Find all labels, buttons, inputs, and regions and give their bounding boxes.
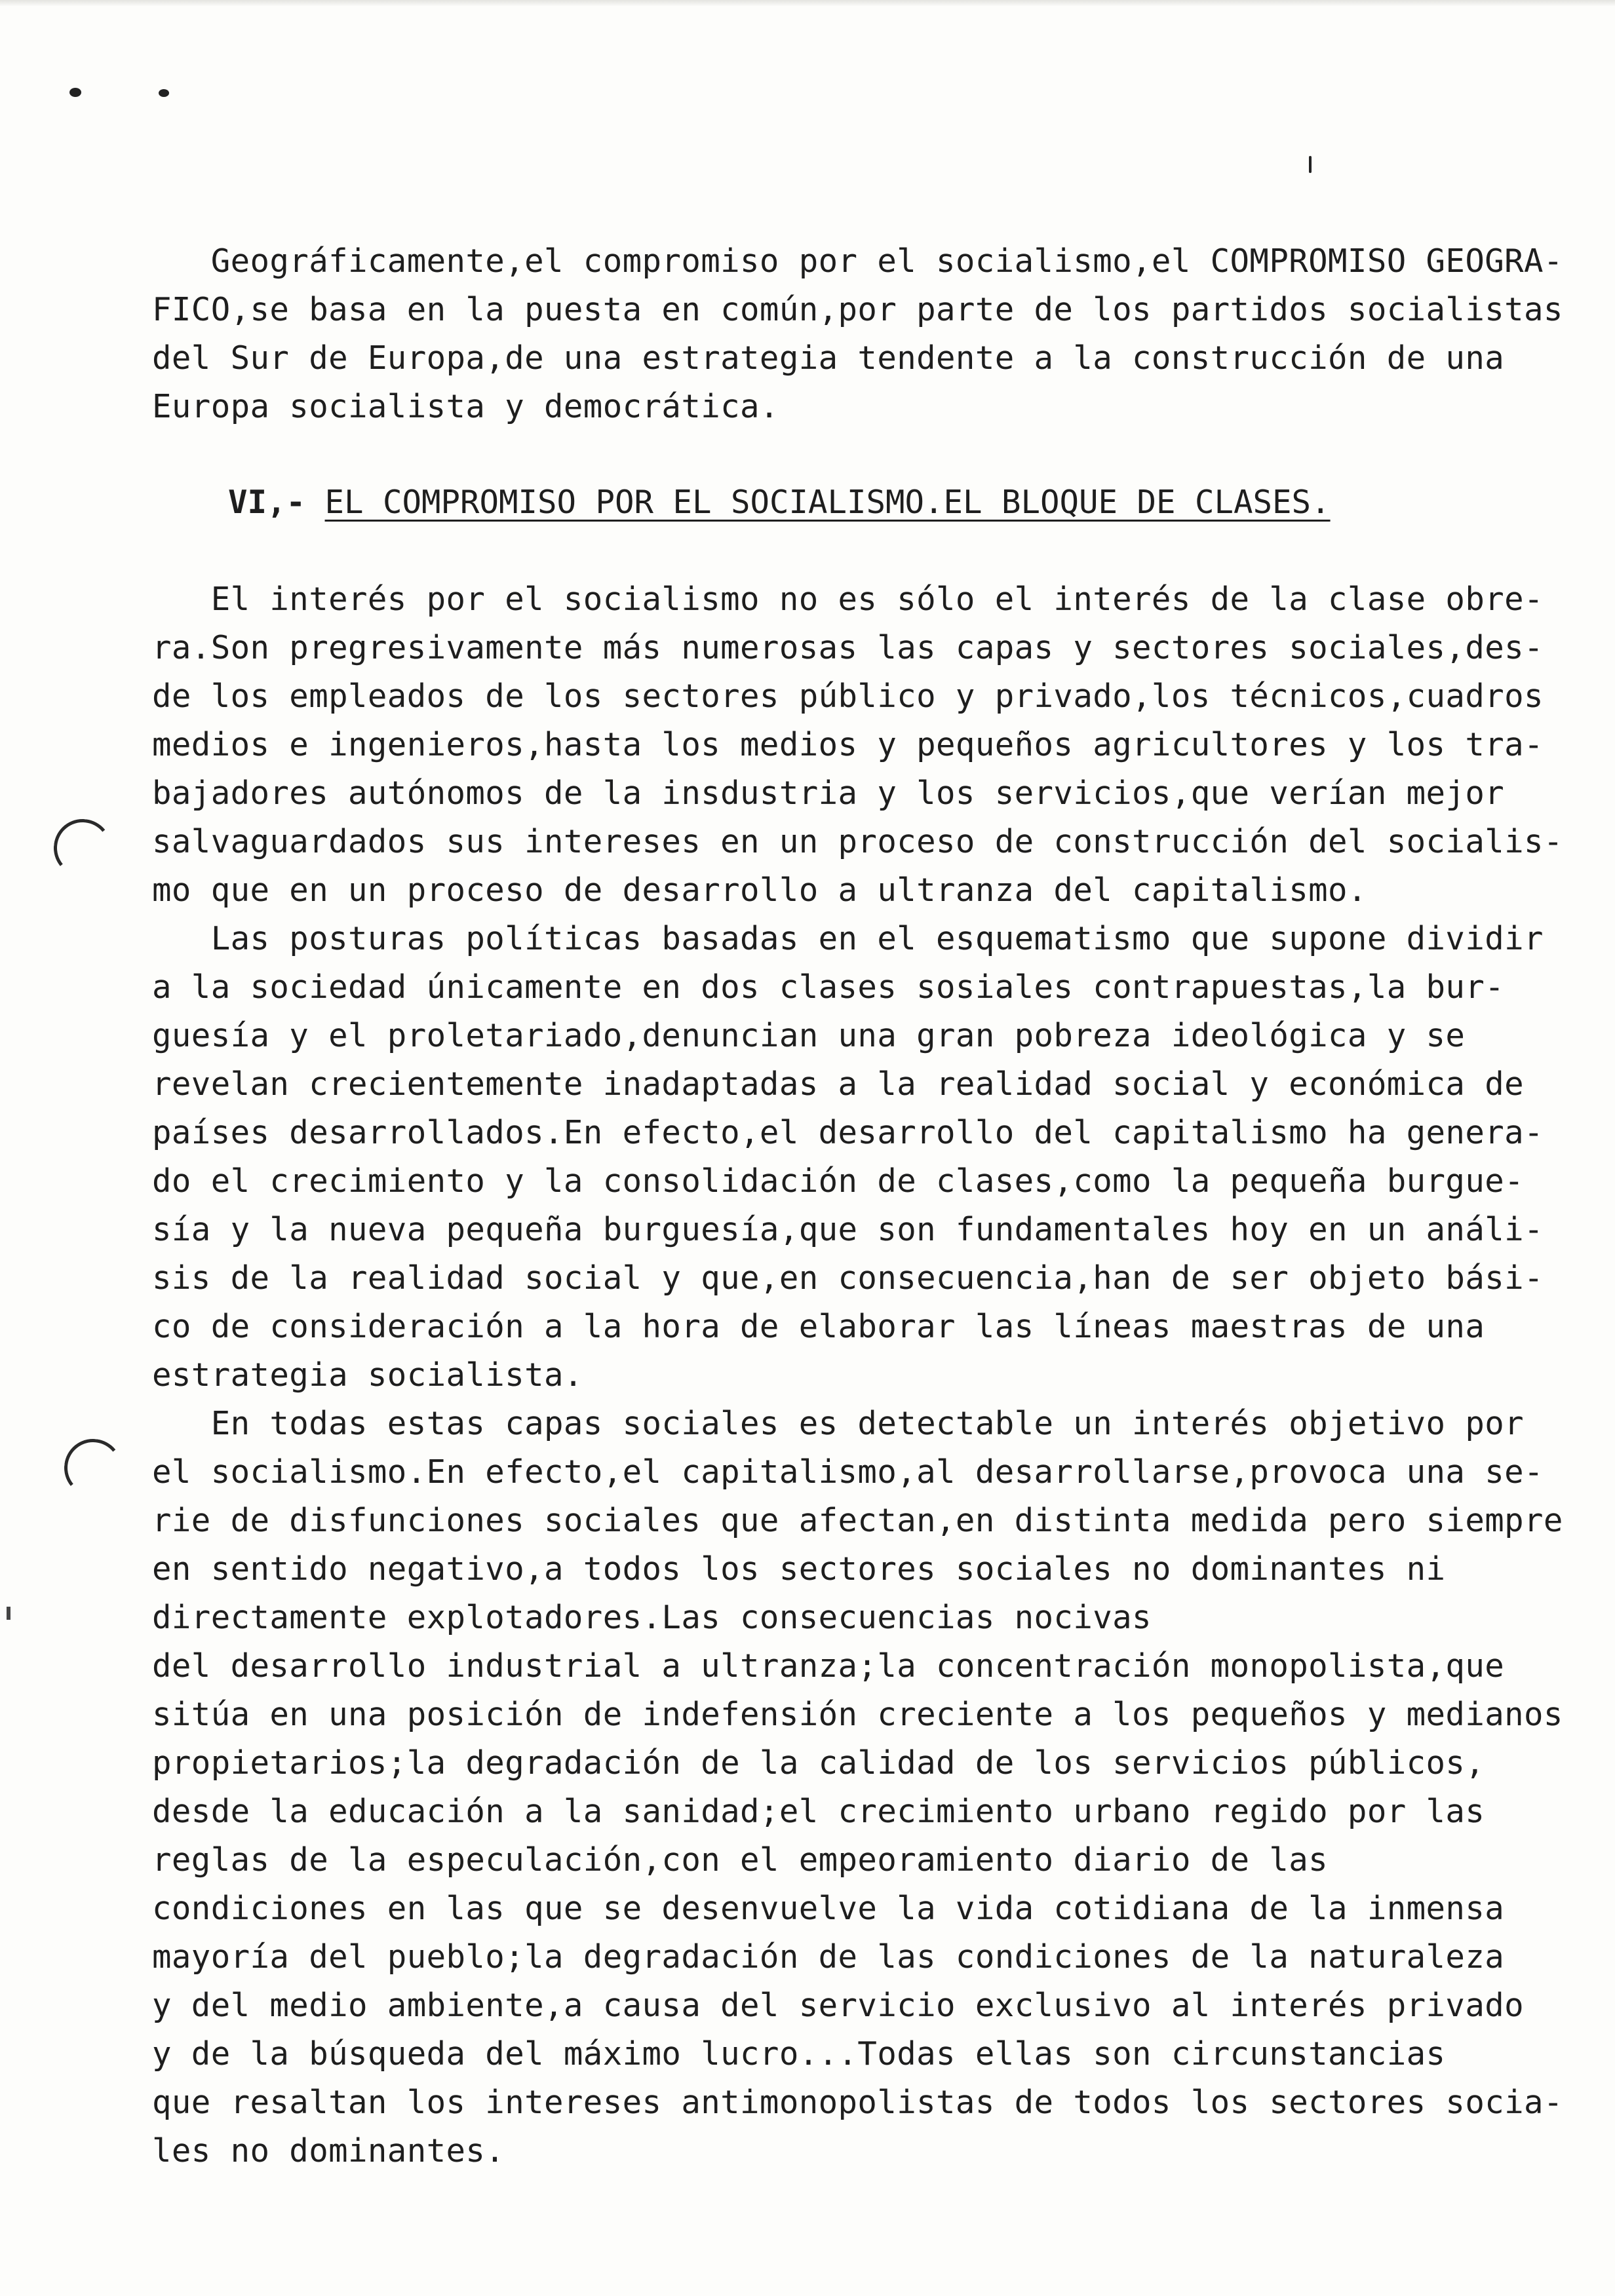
text-line: reglas de la especulación,con el empeoramiento diario de las: [152, 1841, 1329, 1879]
section-number: VI,-: [228, 484, 306, 521]
text-line: condiciones en las que se desenvuelve la vida cotidiana de la inmensa: [152, 1890, 1505, 1927]
text-line: rie de disfunciones sociales que afectan,en distinta medida pero siempre: [152, 1502, 1563, 1539]
text-line: directamente explotadores.Las consecuencias nocivas: [152, 1599, 1152, 1636]
section-title: EL COMPROMISO POR EL SOCIALISMO.EL BLOQUE DE CLASES.: [324, 484, 1331, 521]
text-line: sitúa en una posición de indefensión creciente a los pequeños y medianos: [152, 1696, 1563, 1733]
text-line: de los empleados de los sectores público y privado,los técnicos,cuadros: [152, 678, 1544, 715]
text-line: que resaltan los intereses antimonopolistas de todos los sectores socia-: [152, 2084, 1563, 2121]
text-line: guesía y el proletariado,denuncian una gran pobreza ideológica y se: [152, 1017, 1466, 1054]
punch-hole-mark: [51, 816, 115, 880]
section-heading: [228, 478, 1331, 527]
text-line: En todas estas capas sociales es detectable un interés objetivo por: [152, 1405, 1525, 1442]
text-line: propietarios;la degradación de la calidad de los servicios públicos,: [152, 1744, 1485, 1782]
text-line: les no dominantes.: [152, 2132, 505, 2170]
text-line: Geográficamente,el compromiso por el socialismo,el COMPROMISO GEOGRA-: [152, 242, 1563, 280]
text-line: revelan crecientemente inadaptadas a la realidad social y económica de: [152, 1065, 1525, 1103]
text-line: en sentido negativo,a todos los sectores sociales no dominantes ni: [152, 1550, 1446, 1588]
text-line: FICO,se basa en la puesta en común,por parte de los partidos socialistas: [152, 291, 1563, 328]
text-line: del desarrollo industrial a ultranza;la concentración monopolista,que: [152, 1647, 1505, 1685]
text-line: Las posturas políticas basadas en el esquematismo que supone dividir: [152, 920, 1544, 957]
body-text: [152, 575, 1615, 2175]
text-line: ra.Son pregresivamente más numerosas las capas y sectores sociales,des-: [152, 629, 1544, 666]
ink-mark: [7, 1607, 10, 1620]
text-line: países desarrollados.En efecto,el desarrollo del capitalismo ha genera-: [152, 1114, 1544, 1151]
punch-hole-mark: [62, 1436, 125, 1500]
intro-paragraph: [152, 237, 1615, 431]
text-line: salvaguardados sus intereses en un proceso de construcción del socialis-: [152, 823, 1563, 860]
scan-top-edge: [0, 0, 1615, 7]
text-line: bajadores autónomos de la insdustria y los servicios,que verían mejor: [152, 775, 1505, 812]
text-line: sis de la realidad social y que,en consecuencia,han de ser objeto bási-: [152, 1259, 1544, 1297]
ink-mark: [159, 89, 169, 97]
text-line: El interés por el socialismo no es sólo el interés de la clase obre-: [152, 581, 1544, 618]
text-line: del Sur de Europa,de una estrategia tendente a la construcción de una: [152, 339, 1505, 377]
text-line: el socialismo.En efecto,el capitalismo,al desarrollarse,provoca una se-: [152, 1453, 1544, 1491]
text-line: estrategia socialista.: [152, 1356, 583, 1394]
text-line: a la sociedad únicamente en dos clases sosiales contrapuestas,la bur-: [152, 968, 1505, 1006]
text-line: do el crecimiento y la consolidación de clases,como la pequeña burgue-: [152, 1162, 1525, 1200]
text-line: co de consideración a la hora de elaborar las líneas maestras de una: [152, 1308, 1485, 1345]
text-line: Europa socialista y democrática.: [152, 388, 779, 425]
text-line: mo que en un proceso de desarrollo a ultranza del capitalismo.: [152, 871, 1367, 909]
text-line: sía y la nueva pequeña burguesía,que son fundamentales hoy en un análi-: [152, 1211, 1544, 1248]
text-line: desde la educación a la sanidad;el crecimiento urbano regido por las: [152, 1793, 1485, 1830]
ink-mark: [1309, 156, 1312, 173]
text-line: medios e ingenieros,hasta los medios y pequeños agricultores y los tra-: [152, 726, 1544, 763]
ink-mark: [69, 88, 81, 97]
text-line: y del medio ambiente,a causa del servicio exclusivo al interés privado: [152, 1987, 1525, 2024]
text-line: y de la búsqueda del máximo lucro...Todas ellas son circunstancias: [152, 2035, 1446, 2073]
text-line: mayoría del pueblo;la degradación de las condiciones de la naturaleza: [152, 1938, 1505, 1976]
